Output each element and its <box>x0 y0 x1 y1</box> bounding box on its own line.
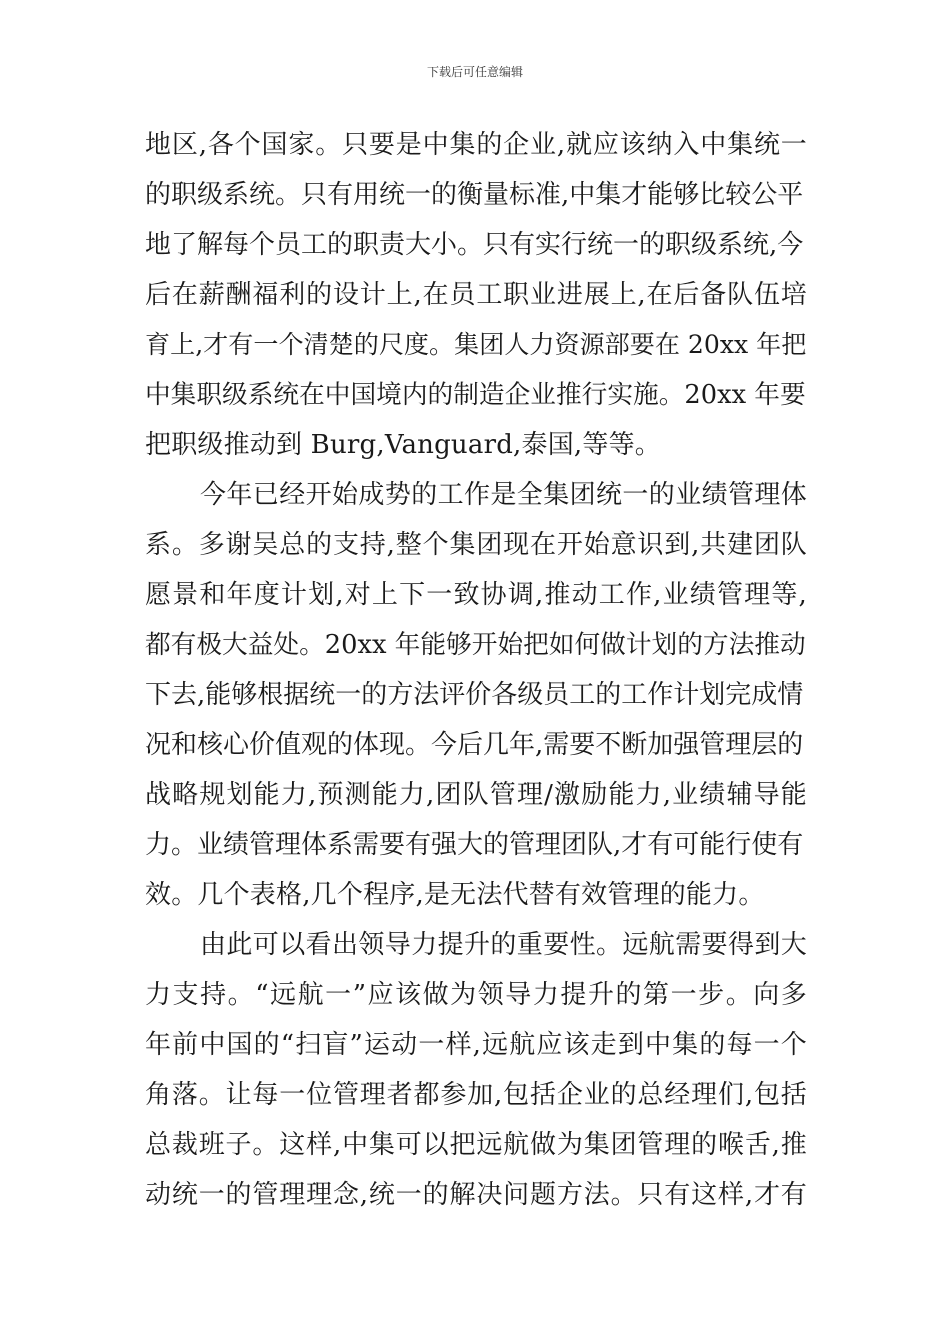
text-line: 都有极大益处。20xx 年能够开始把如何做计划的方法推动 <box>145 630 806 660</box>
text-line: 地区,各个国家。只要是中集的企业,就应该纳入中集统一 <box>145 130 808 160</box>
text-line: 动统一的管理理念,统一的解决问题方法。只有这样,才有 <box>145 1180 808 1210</box>
text-line: 今年已经开始成势的工作是全集团统一的业绩管理体 <box>200 480 808 510</box>
text-line: 年前中国的“扫盲”运动一样,远航应该走到中集的每一个 <box>145 1030 808 1060</box>
text-line: 育上,才有一个清楚的尺度。集团人力资源部要在 20xx 年把 <box>145 330 807 359</box>
text-line: 中集职级系统在中国境内的制造企业推行实施。20xx 年要 <box>145 380 806 410</box>
paragraph <box>145 479 807 929</box>
text-line: 况和核心价值观的体现。今后几年,需要不断加强管理层的 <box>145 730 804 760</box>
text-line: 总裁班子。这样,中集可以把远航做为集团管理的喉舌,推 <box>145 1130 808 1160</box>
text-line: 后在薪酬福利的设计上,在员工职业进展上,在后备队伍培 <box>145 280 808 310</box>
text-line: 系。多谢吴总的支持,整个集团现在开始意识到,共建团队 <box>145 530 808 560</box>
text-line: 下去,能够根据统一的方法评价各级员工的工作计划完成情 <box>145 680 804 710</box>
text-line: 的职级系统。只有用统一的衡量标准,中集才能够比较公平 <box>145 180 804 210</box>
text-line: 愿景和年度计划,对上下一致协调,推动工作,业绩管理等, <box>145 580 808 610</box>
text-line: 由此可以看出领导力提升的重要性。远航需要得到大 <box>200 930 808 960</box>
text-line: 力。业绩管理体系需要有强大的管理团队,才有可能行使有 <box>145 830 804 860</box>
document-body <box>145 129 807 1229</box>
text-line: 战略规划能力,预测能力,团队管理/激励能力,业绩辅导能 <box>145 780 808 810</box>
text-line: 把职级推动到 Burg,Vanguard,泰国,等等。 <box>145 430 661 460</box>
text-line: 角落。让每一位管理者都参加,包括企业的总经理们,包括 <box>145 1080 808 1110</box>
text-line: 效。几个表格,几个程序,是无法代替有效管理的能力。 <box>145 880 765 910</box>
text-line: 地了解每个员工的职责大小。只有实行统一的职级系统,今 <box>145 230 804 260</box>
text-line: 力支持。“远航一”应该做为领导力提升的第一步。向多 <box>145 980 809 1010</box>
page-header: 下载后可任意编辑 <box>426 65 523 79</box>
paragraph <box>145 129 807 479</box>
paragraph <box>145 929 807 1229</box>
